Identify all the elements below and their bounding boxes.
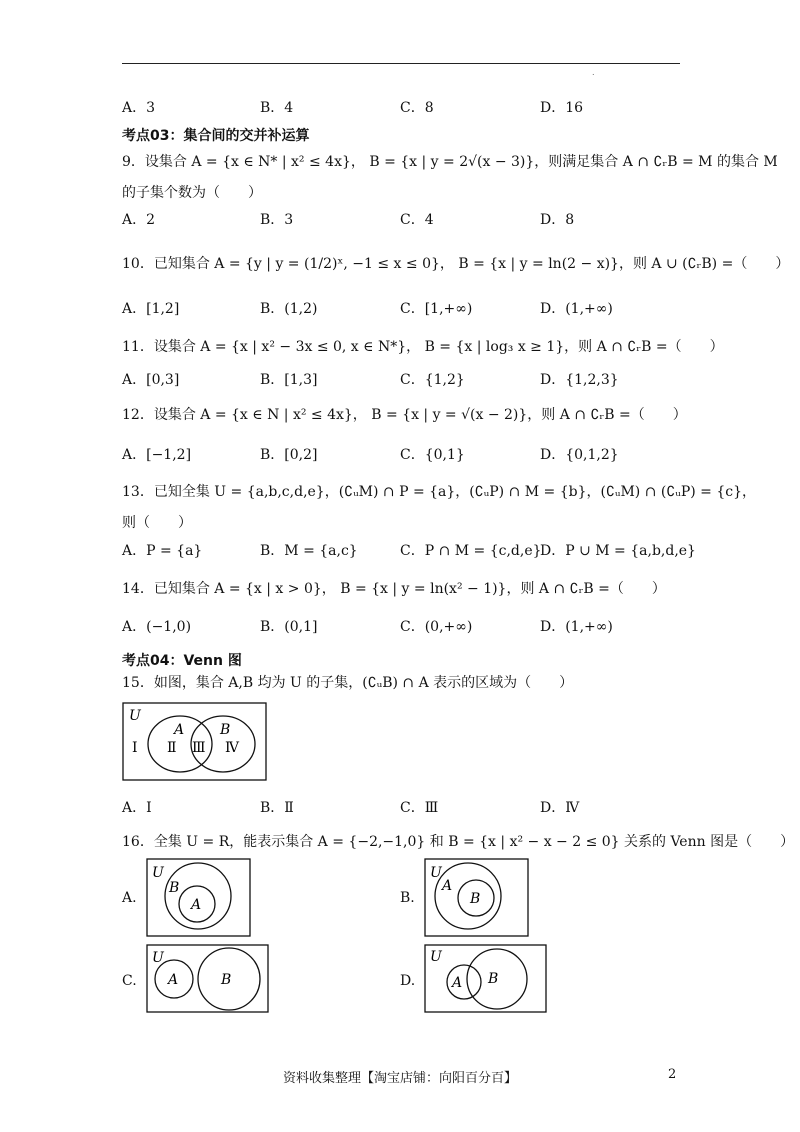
q8-option-b: B．4 [260,100,294,116]
q11-stem: 11．设集合 A = {x | x² − 3x ≤ 0, x ∈ N*}， B = {x | log₃ x ≥ 1}，则 A ∩ ∁ᵣB =（ ） [122,339,724,355]
svg-text:B: B [488,971,499,987]
q10-option-a: A．[1,2] [122,301,180,317]
q11-option-a: A．[0,3] [122,372,180,388]
svg-text:A: A [452,975,463,991]
q11-option-d: D．{1,2,3} [540,372,619,388]
q14-option-a: A．(−1,0) [122,619,192,635]
section-heading-03: 考点03：集合间的交并补运算 [122,128,310,144]
q10-stem: 10．已知集合 A = {y | y = (1/2)ˣ, −1 ≤ x ≤ 0}， B = {x | y = ln(2 − x)}，则 A ∪ (∁ᵣB) =（ ） [122,256,790,272]
q15-venn-diagram [122,702,268,782]
svg-text:A: A [168,972,179,988]
svg-text:U: U [430,949,442,965]
label-a: A [174,722,185,738]
header-rule [122,63,680,64]
q13-option-b: B．M = {a,c} [260,543,358,559]
q11-option-b: B．[1,3] [260,372,318,388]
svg-text:B: B [221,972,232,988]
label-b: B [220,722,231,738]
label-u: U [129,708,141,724]
region-2: Ⅱ [167,740,177,756]
q9-stem: 9．设集合 A = {x ∈ N* | x² ≤ 4x}， B = {x | y = 2√(x − 3)}，则满足集合 A ∩ ∁ᵣB = M 的集合 M [122,154,778,170]
q15-option-b: B．Ⅱ [260,800,294,816]
q10-option-c: C．[1,+∞) [400,301,473,317]
q13-option-d: D．P ∪ M = {a,b,d,e} [540,543,696,559]
q16-option-c-label: C. [122,973,137,989]
q16-option-a-diagram [146,858,252,938]
section-heading-04: 考点04：Venn 图 [122,653,242,669]
svg-text:B: B [470,891,481,907]
q13-stem-cont: 则（ ） [122,515,192,531]
set-b-circle [165,863,231,929]
q8-option-a: A．3 [122,100,156,116]
q15-option-a: A．Ⅰ [122,800,152,816]
q15-stem: 15．如图，集合 A,B 均为 U 的子集，(∁ᵤB) ∩ A 表示的区域为（ ） [122,675,574,691]
set-a-circle [435,863,501,929]
q14-option-b: B．(0,1] [260,619,318,635]
svg-text:U: U [430,865,442,881]
svg-text:A: A [442,878,453,894]
region-3: Ⅲ [192,740,206,756]
region-1: Ⅰ [132,740,138,756]
q9-stem-cont: 的子集个数为（ ） [122,185,262,201]
q12-stem: 12．设集合 A = {x ∈ N | x² ≤ 4x}， B = {x | y = √(x − 2)}，则 A ∩ ∁ᵣB =（ ） [122,407,687,423]
q10-option-d: D．(1,+∞) [540,301,613,317]
q9-option-c: C．4 [400,212,434,228]
q8-option-c: C．8 [400,100,434,116]
q13-option-a: A．P = {a} [122,543,203,559]
q12-option-c: C．{0,1} [400,447,465,463]
q16-option-b-label: B. [400,890,415,906]
q16-stem: 16．全集 U = R，能表示集合 A = {−2,−1,0} 和 B = {x | x² − x − 2 ≤ 0} 关系的 Venn 图是（ ） [122,834,795,850]
q8-option-d: D．16 [540,100,584,116]
q10-option-b: B．(1,2) [260,301,318,317]
svg-text:U: U [152,950,164,966]
q9-option-a: A．2 [122,212,156,228]
q16-option-b-diagram [424,858,530,938]
q16-option-c-diagram [146,944,270,1014]
page-number: 2 [668,1067,677,1082]
footer-text: 资料收集整理【淘宝店铺：向阳百分百】 [282,1071,517,1086]
q12-option-b: B．[0,2] [260,447,318,463]
q15-option-c: C．Ⅲ [400,800,439,816]
q11-option-c: C．{1,2} [400,372,465,388]
svg-text:B: B [169,880,180,896]
q14-option-c: C．(0,+∞) [400,619,473,635]
q14-option-d: D．(1,+∞) [540,619,613,635]
q9-option-d: D．8 [540,212,575,228]
q16-option-d-diagram [424,944,548,1014]
q16-option-d-label: D. [400,973,416,989]
svg-text:U: U [152,865,164,881]
q12-option-d: D．{0,1,2} [540,447,619,463]
q14-stem: 14．已知集合 A = {x | x > 0}， B = {x | y = ln(x² − 1)}，则 A ∩ ∁ᵣB =（ ） [122,581,666,597]
q15-option-d: D．Ⅳ [540,800,580,816]
q13-option-c: C．P ∩ M = {c,d,e} [400,543,542,559]
q16-option-a-label: A. [122,890,137,906]
q9-option-b: B．3 [260,212,294,228]
svg-text:A: A [191,897,202,913]
region-4: Ⅳ [225,740,239,756]
q13-stem: 13．已知全集 U = {a,b,c,d,e}，(∁ᵤM) ∩ P = {a}，(∁ᵤP) ∩ M = {b}，(∁ᵤM) ∩ (∁ᵤP) = {c}， [122,484,757,500]
header-dot: . [592,68,595,77]
q12-option-a: A．[−1,2] [122,447,192,463]
